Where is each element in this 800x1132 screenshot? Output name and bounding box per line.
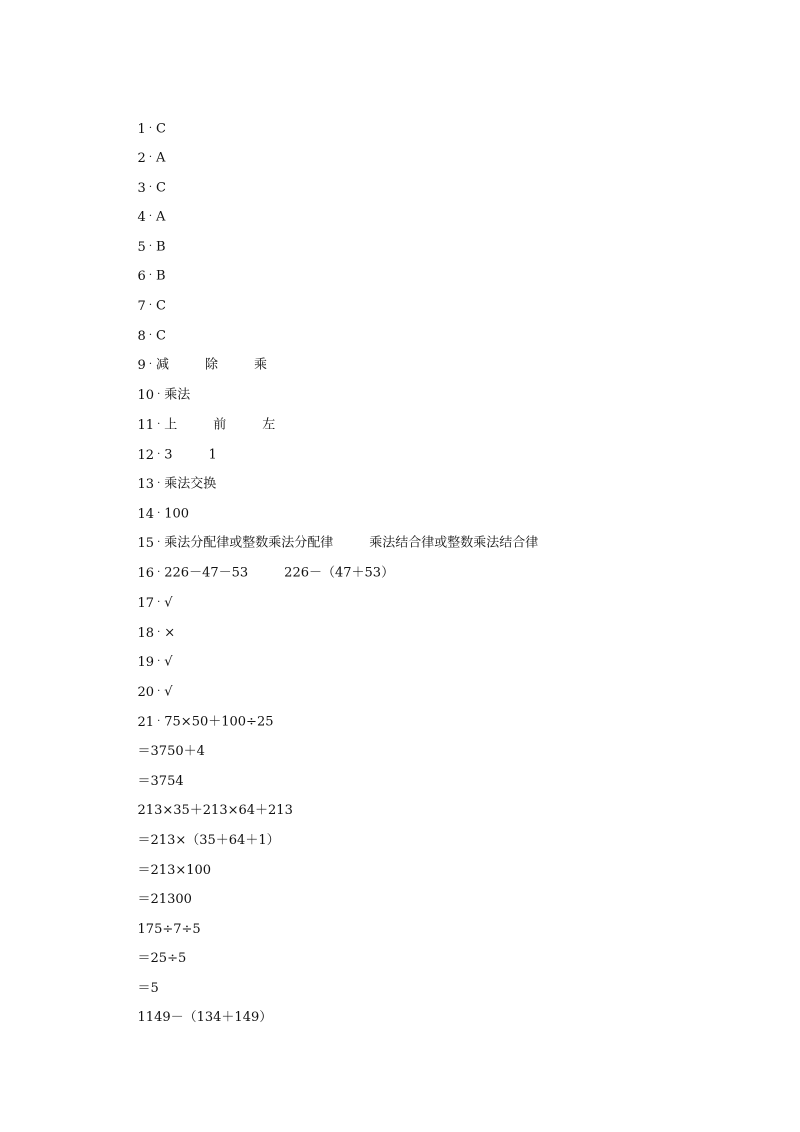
question-number: 19: [137, 654, 155, 670]
separator-dot: ·: [148, 300, 152, 311]
separator-dot: ·: [157, 656, 161, 667]
answer-line-17: [121, 573, 173, 611]
question-number: 2: [137, 150, 146, 166]
answer-text: 100: [164, 506, 190, 522]
separator-dot: ·: [157, 419, 161, 430]
separator-dot: ·: [148, 241, 152, 252]
check-mark: √: [164, 684, 173, 700]
calc-step: ＝213×100: [137, 863, 212, 878]
question-number: 7: [137, 298, 146, 314]
calc-line: [121, 929, 187, 966]
question-number: 17: [137, 595, 155, 611]
answer-line-21: [121, 692, 274, 730]
question-number: 6: [137, 268, 146, 284]
separator-dot: ·: [148, 359, 152, 370]
answer-text: C: [156, 180, 166, 196]
calc-step: ＝3754: [137, 774, 184, 789]
question-number: 3: [137, 180, 146, 196]
calc-line: [121, 841, 212, 878]
answer-line-18: [121, 603, 176, 641]
answer-part-2: 前: [213, 417, 227, 433]
answer-line-12: [121, 425, 217, 463]
calc-line: [121, 959, 159, 996]
question-number: 11: [137, 417, 155, 433]
calc-line: [121, 900, 201, 937]
question-number: 4: [137, 209, 146, 225]
answer-line-11: [121, 395, 276, 433]
answer-text: B: [156, 268, 166, 284]
separator-dot: ·: [157, 508, 161, 519]
answer-line-15: [121, 513, 539, 551]
answer-part-2: 乘法结合律或整数乘法结合律: [369, 535, 539, 551]
question-number: 12: [137, 447, 155, 463]
answer-part-3: 乘: [254, 357, 268, 373]
calc-step: ＝213×（35＋64＋1）: [137, 833, 280, 848]
answer-text: C: [156, 328, 166, 344]
answer-text: A: [156, 209, 166, 225]
answer-part-1: 3: [164, 447, 173, 463]
answer-line-6: [121, 246, 166, 284]
answer-text: 乘法交换: [164, 476, 217, 492]
calc-step: ＝25÷5: [137, 951, 187, 966]
calc-step: ＝3750＋4: [137, 744, 205, 759]
calc-step: 1149－（134＋149）: [137, 1010, 273, 1025]
answer-part-2: 1: [208, 447, 217, 463]
separator-dot: ·: [148, 182, 152, 193]
separator-dot: ·: [157, 686, 161, 697]
separator-dot: ·: [148, 152, 152, 163]
question-number: 8: [137, 328, 146, 344]
answer-text: B: [156, 239, 166, 255]
question-number: 15: [137, 535, 155, 551]
separator-dot: ·: [148, 123, 152, 134]
answer-line-8: [121, 306, 166, 344]
question-number: 16: [137, 565, 155, 581]
answer-line-16: [121, 543, 395, 581]
answer-text: A: [156, 150, 166, 166]
calc-line: [121, 988, 273, 1025]
answer-line-20: [121, 662, 173, 700]
check-mark: √: [164, 595, 173, 611]
answer-line-2: [121, 128, 166, 166]
answer-line-10: [121, 365, 191, 403]
answer-line-7: [121, 276, 166, 314]
question-number: 9: [137, 357, 146, 373]
separator-dot: ·: [157, 627, 161, 638]
calc-step: ＝5: [137, 981, 159, 996]
separator-dot: ·: [148, 330, 152, 341]
answer-line-14: [121, 484, 190, 522]
question-number: 21: [137, 714, 155, 730]
calc-line: [121, 722, 205, 759]
question-number: 18: [137, 625, 155, 641]
calc-step: 213×35＋213×64＋213: [137, 803, 293, 818]
calc-step: 75×50＋100÷25: [164, 714, 274, 730]
answer-line-4: [121, 187, 166, 225]
calc-line: [121, 870, 192, 907]
separator-dot: ·: [157, 716, 161, 727]
calc-step: ＝21300: [137, 892, 192, 907]
separator-dot: ·: [148, 270, 152, 281]
calc-step: 175÷7÷5: [137, 922, 201, 937]
answer-part-1: 226－47－53: [164, 565, 249, 581]
answer-text: C: [156, 298, 166, 314]
answer-part-2: 226－（47＋53）: [284, 565, 395, 581]
calc-line: [121, 752, 184, 789]
answer-line-3: [121, 158, 166, 196]
answer-part-3: 左: [262, 417, 276, 433]
separator-dot: ·: [157, 567, 161, 578]
answer-line-19: [121, 632, 173, 670]
answer-line-5: [121, 217, 166, 255]
question-number: 10: [137, 387, 155, 403]
question-number: 14: [137, 506, 155, 522]
answer-part-1: 上: [164, 417, 178, 433]
answer-line-9: [121, 335, 268, 373]
answer-line-1: [121, 99, 166, 137]
answer-part-2: 除: [205, 357, 219, 373]
calc-line: [121, 811, 280, 848]
calc-line: [121, 781, 293, 818]
separator-dot: ·: [157, 597, 161, 608]
question-number: 20: [137, 684, 155, 700]
answer-line-13: [121, 454, 217, 492]
check-mark: √: [164, 654, 173, 670]
answer-part-1: 乘法分配律或整数乘法分配律: [164, 535, 334, 551]
separator-dot: ·: [157, 478, 161, 489]
separator-dot: ·: [157, 537, 161, 548]
question-number: 5: [137, 239, 146, 255]
separator-dot: ·: [157, 449, 161, 460]
cross-mark: ×: [164, 625, 176, 641]
answer-text: 乘法: [164, 387, 191, 403]
separator-dot: ·: [148, 211, 152, 222]
answer-part-1: 减: [156, 357, 170, 373]
question-number: 1: [137, 121, 146, 137]
answer-text: C: [156, 121, 166, 137]
question-number: 13: [137, 476, 155, 492]
separator-dot: ·: [157, 389, 161, 400]
